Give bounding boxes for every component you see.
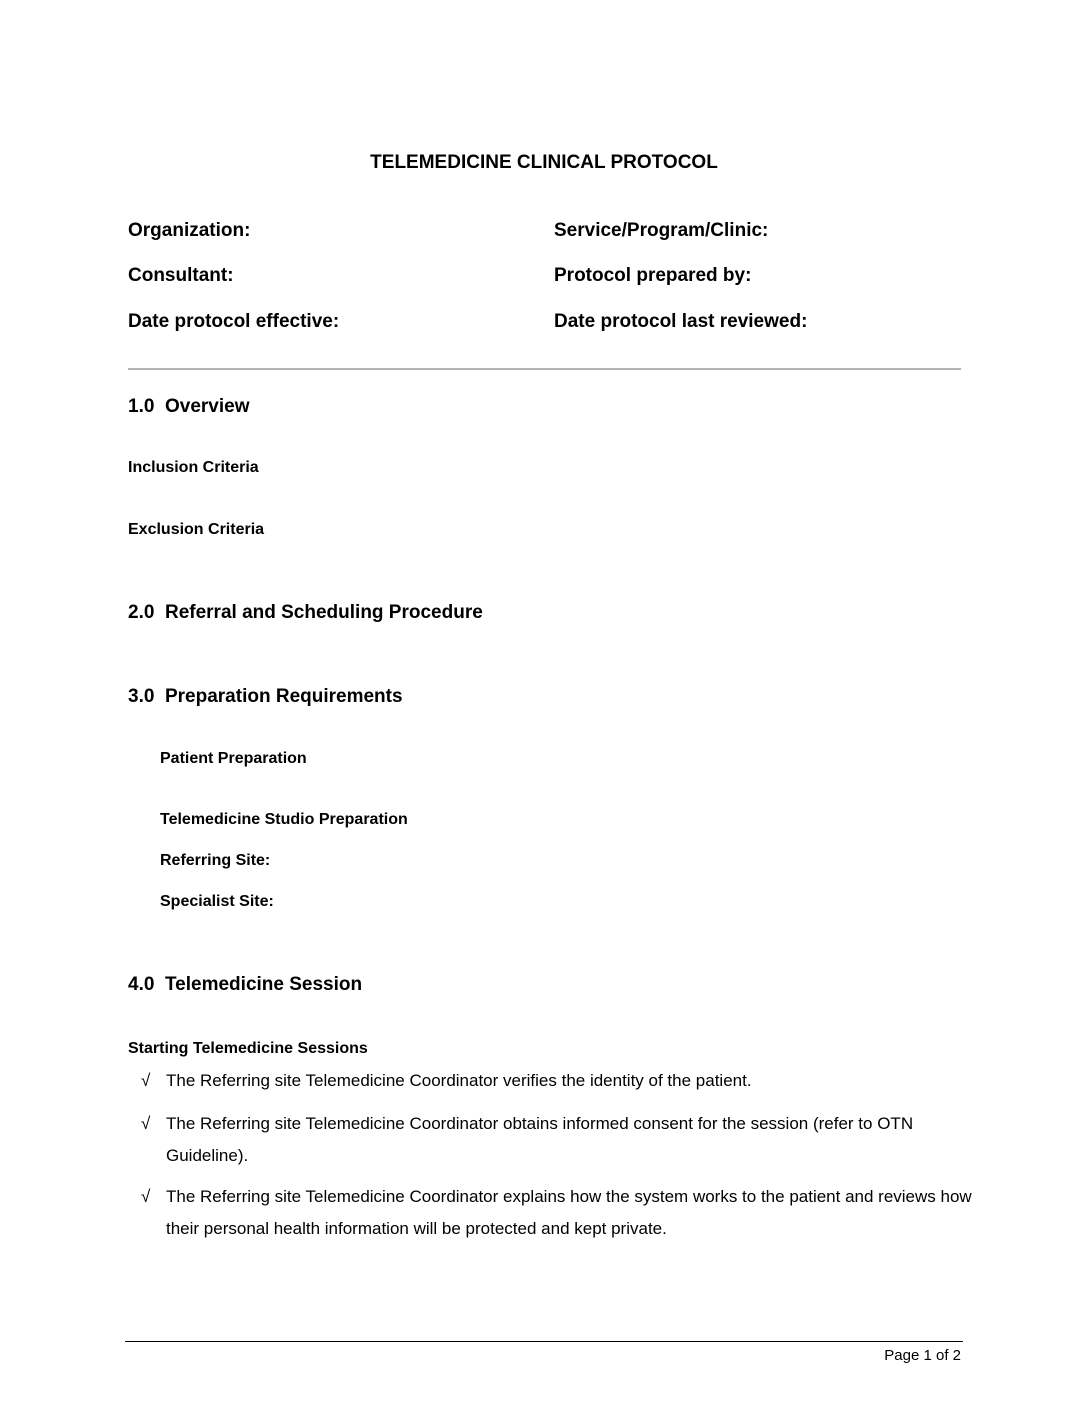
studio-preparation-heading: Telemedicine Studio Preparation <box>160 811 408 828</box>
section-2-number: 2.0 <box>128 602 155 623</box>
checkmark-icon: √ <box>141 1071 151 1090</box>
section-4-title: Telemedicine Session <box>164 974 363 995</box>
section-3-number: 3.0 <box>128 686 155 707</box>
page-number: Page 1 of 2 <box>884 1347 961 1364</box>
bullet-text: The Referring site Telemedicine Coordinator verifies the identity of the patient. <box>166 1071 752 1090</box>
section-1-title: Overview <box>164 396 250 417</box>
starting-sessions-heading: Starting Telemedicine Sessions <box>128 1040 368 1057</box>
consultant-label: Consultant: <box>128 265 234 286</box>
checkmark-icon: √ <box>141 1187 151 1206</box>
checkmark-icon: √ <box>141 1114 151 1133</box>
date-effective-label: Date protocol effective: <box>128 311 340 332</box>
date-last-reviewed-label: Date protocol last reviewed: <box>554 311 808 332</box>
section-2-title: Referral and Scheduling Procedure <box>164 602 483 623</box>
bullet-text: The Referring site Telemedicine Coordinator obtains informed consent for the session (refer to OTN Guideline). <box>166 1114 914 1165</box>
section-1-heading <box>128 396 249 418</box>
section-1-number: 1.0 <box>128 396 155 417</box>
document-title: TELEMEDICINE CLINICAL PROTOCOL <box>370 152 718 173</box>
bullet-text: The Referring site Telemedicine Coordinator explains how the system works to the patient and reviews how their personal health information will be protected and kept private. <box>166 1187 972 1238</box>
service-program-clinic-label: Service/Program/Clinic: <box>554 220 769 241</box>
section-2-heading <box>128 602 483 624</box>
protocol-prepared-by-label: Protocol prepared by: <box>554 265 752 286</box>
section-3-heading <box>128 686 403 708</box>
section-4-number: 4.0 <box>128 974 155 995</box>
specialist-site-label: Specialist Site: <box>160 893 274 910</box>
organization-label: Organization: <box>128 220 251 241</box>
header-divider <box>128 368 961 370</box>
footer-divider <box>125 1341 963 1342</box>
referring-site-label: Referring Site: <box>160 852 271 869</box>
patient-preparation-heading: Patient Preparation <box>160 750 307 767</box>
exclusion-criteria-heading: Exclusion Criteria <box>128 521 265 538</box>
section-4-heading <box>128 974 362 996</box>
section-3-title: Preparation Requirements <box>164 686 403 707</box>
inclusion-criteria-heading: Inclusion Criteria <box>128 459 259 476</box>
